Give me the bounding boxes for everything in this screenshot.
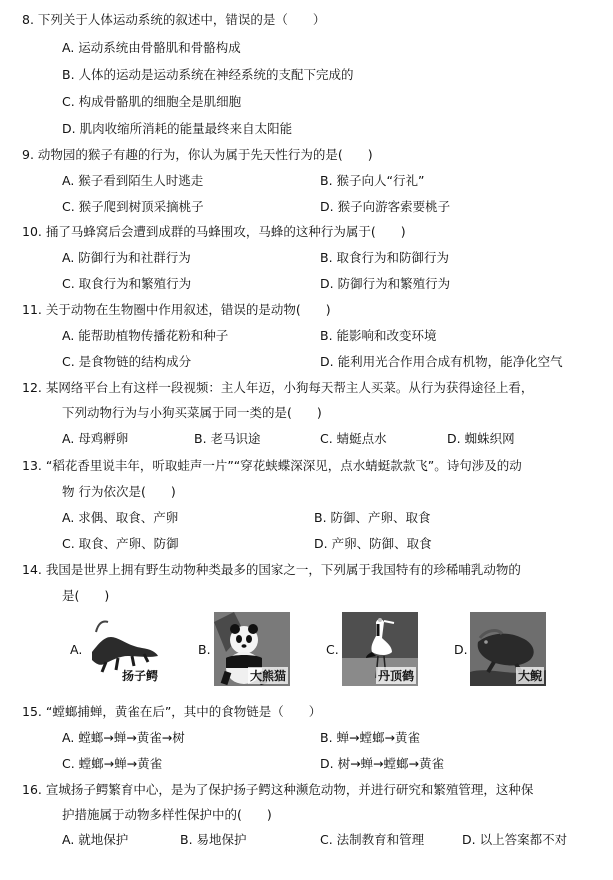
question-9-stem: 9. 动物园的猴子有趣的行为，你认为属于先天性行为的是( ): [22, 147, 373, 162]
question-13-option-b: B. 防御、产卵、取食: [314, 510, 431, 525]
question-15-option-a: A. 螳螂→蝉→黄雀→树: [62, 730, 185, 745]
question-16-stem-line1: 16. 宣城扬子鳄繁育中心，是为了保护扬子鳄这种濒危动物，并进行研究和繁殖管理，这种保: [22, 782, 534, 797]
question-16-option-b: B. 易地保护: [180, 832, 247, 847]
panda-icon: [214, 612, 290, 686]
question-16-option-c: C. 法制教育和管理: [320, 832, 425, 847]
question-10-stem: 10. 捅了马蜂窝后会遭到成群的马蜂围攻，马蜂的这种行为属于( ): [22, 224, 406, 239]
question-11-option-a: A. 能帮助植物传播花粉和种子: [62, 328, 229, 343]
question-14-option-c-letter: C.: [326, 642, 339, 657]
question-13-stem-line1: 13. “稻花香里说丰年，听取蛙声一片”“穿花蛱蝶深深见，点水蜻蜓款款飞”。诗句涉及的动: [22, 458, 522, 473]
question-16-stem-line2: 护措施属于动物多样性保护中的( ): [62, 807, 272, 822]
question-14-image-options: [0, 612, 613, 692]
question-8-option-c: C. 构成骨骼肌的细胞全是肌细胞: [62, 94, 242, 109]
question-12-option-a: A. 母鸡孵卵: [62, 431, 129, 446]
question-10-option-a: A. 防御行为和社群行为: [62, 250, 191, 265]
question-9-option-a: A. 猴子看到陌生人时逃走: [62, 173, 204, 188]
question-13-option-d: D. 产卵、防御、取食: [314, 536, 432, 551]
question-11-option-b: B. 能影响和改变环境: [320, 328, 437, 343]
question-12-option-b: B. 老马识途: [194, 431, 261, 446]
question-15-option-c: C. 螳螂→蝉→黄雀: [62, 756, 163, 771]
question-10-option-d: D. 防御行为和繁殖行为: [320, 276, 451, 291]
question-8-option-b: B. 人体的运动是运动系统在神经系统的支配下完成的: [62, 67, 354, 82]
question-14-option-b-letter: B.: [198, 642, 211, 657]
question-16-option-d: D. 以上答案都不对: [462, 832, 568, 847]
question-12-stem-line2: 下列动物行为与小狗买菜属于同一类的是( ): [62, 405, 322, 420]
question-16-option-a: A. 就地保护: [62, 832, 129, 847]
question-14-caption-b: 大熊猫: [249, 669, 286, 683]
question-11-stem: 11. 关于动物在生物圈中作用叙述，错误的是动物( ): [22, 302, 331, 317]
alligator-icon: [86, 612, 162, 686]
question-9-option-c: C. 猴子爬到树顶采摘桃子: [62, 199, 204, 214]
question-13-stem-line2: 物 行为依次是( ): [62, 484, 176, 499]
question-9-option-d: D. 猴子向游客索要桃子: [320, 199, 451, 214]
question-15-stem: 15. “螳螂捕蝉，黄雀在后”，其中的食物链是（ ）: [22, 704, 322, 719]
question-11-option-d: D. 能利用光合作用合成有机物，能净化空气: [320, 354, 563, 369]
question-15-option-b: B. 蝉→螳螂→黄雀: [320, 730, 420, 745]
question-8-stem: 8. 下列关于人体运动系统的叙述中，错误的是（ ）: [22, 12, 326, 27]
question-12-option-c: C. 蜻蜓点水: [320, 431, 387, 446]
question-12-option-d: D. 蜘蛛织网: [447, 431, 515, 446]
question-10-option-b: B. 取食行为和防御行为: [320, 250, 450, 265]
question-11-option-c: C. 是食物链的结构成分: [62, 354, 192, 369]
question-8-option-a: A. 运动系统由骨骼肌和骨骼构成: [62, 40, 241, 55]
question-14-caption-a: 扬子鳄: [121, 669, 158, 683]
question-14-option-d-letter: D.: [454, 642, 468, 657]
crane-icon: [342, 612, 418, 686]
question-13-option-c: C. 取食、产卵、防御: [62, 536, 179, 551]
question-14-stem-line2: 是( ): [62, 588, 110, 603]
question-8-option-d: D. 肌肉收缩所消耗的能量最终来自太阳能: [62, 121, 293, 136]
question-14-option-a-letter: A.: [70, 642, 83, 657]
question-14-caption-d: 大鲵: [517, 669, 542, 683]
question-14-stem-line1: 14. 我国是世界上拥有野生动物种类最多的国家之一，下列属于我国特有的珍稀哺乳动物的: [22, 562, 521, 577]
salamander-icon: [470, 612, 546, 686]
question-12-stem-line1: 12. 某网络平台上有这样一段视频：主人年迈，小狗每天帮主人买菜。从行为获得途径上看，: [22, 380, 534, 395]
question-13-option-a: A. 求偶、取食、产卵: [62, 510, 179, 525]
question-9-option-b: B. 猴子向人“行礼”: [320, 173, 425, 188]
question-10-option-c: C. 取食行为和繁殖行为: [62, 276, 192, 291]
question-14-caption-c: 丹顶鹤: [377, 669, 414, 683]
question-15-option-d: D. 树→蝉→螳螂→黄雀: [320, 756, 444, 771]
